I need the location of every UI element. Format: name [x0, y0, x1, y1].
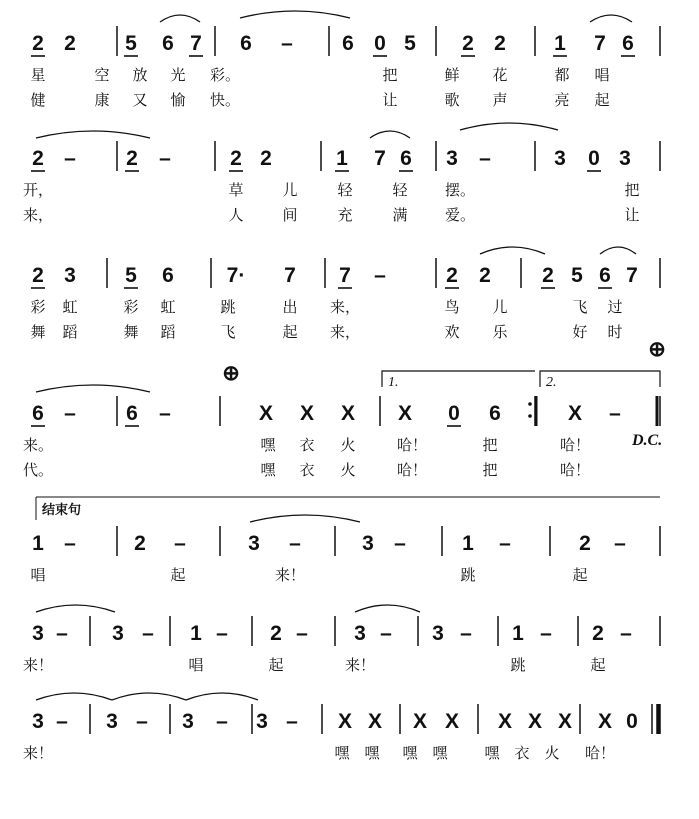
score-line-3: [30, 258, 660, 341]
note: 2: [64, 32, 76, 55]
note: –: [56, 622, 68, 645]
note: 2: [32, 264, 44, 287]
lyric-syllable: 起: [572, 566, 588, 584]
note: 2: [260, 147, 272, 170]
lyric-syllable: 健: [30, 91, 46, 109]
note: 6: [400, 147, 412, 170]
note: 1: [512, 622, 524, 645]
note: –: [394, 532, 406, 555]
note: 0: [626, 710, 638, 733]
score-line-7: [23, 704, 660, 762]
lyric-syllable: 草: [228, 181, 244, 199]
lyric-syllable: 哈！: [559, 461, 591, 479]
note: 6: [32, 402, 44, 425]
lyric-syllable: 跳: [220, 298, 236, 316]
note: –: [296, 622, 308, 645]
lyric-syllable: 舞: [30, 323, 46, 341]
note: –: [64, 532, 76, 555]
note: 3: [182, 710, 194, 733]
note: 5: [125, 264, 137, 287]
slur: [36, 605, 115, 612]
lyric-syllable: 火: [544, 744, 560, 762]
note: X: [299, 402, 315, 425]
lyric-syllable: 过: [607, 298, 623, 316]
lyric-syllable: 亮: [554, 91, 570, 109]
note: 3: [106, 710, 118, 733]
note: X: [258, 402, 274, 425]
slur: [240, 11, 350, 18]
lyric-syllable: 跳: [460, 566, 476, 584]
lyric-syllable: 彩: [30, 298, 46, 316]
lyric-syllable: 满: [392, 206, 408, 224]
note: 2: [446, 264, 458, 287]
lyric-syllable: 嘿: [484, 744, 500, 762]
lyric-syllable: 康: [94, 91, 110, 109]
slur: [186, 693, 258, 700]
note: 7: [374, 147, 386, 170]
coda-section-label: 结束句: [42, 503, 82, 518]
score-line-1: [30, 26, 660, 109]
lyric-syllable: 间: [282, 206, 298, 224]
note: –: [159, 147, 171, 170]
lyric-syllable: 火: [340, 461, 356, 479]
lyric-syllable: 欢: [444, 323, 460, 341]
note: X: [340, 402, 356, 425]
note: 3: [256, 710, 268, 733]
note: 6: [599, 264, 611, 287]
volta-1-label: 1.: [388, 375, 399, 390]
lyric-syllable: 飞: [572, 298, 588, 316]
note: 1: [336, 147, 348, 170]
note: 7·: [226, 264, 246, 287]
note: 2: [494, 32, 506, 55]
lyric-syllable: 衣: [514, 744, 530, 762]
lyric-syllable: 彩: [123, 298, 139, 316]
note: 2: [32, 32, 44, 55]
lyric-syllable: 让: [382, 91, 398, 109]
note: 3: [32, 622, 44, 645]
lyric-syllable: 把: [482, 436, 498, 454]
lyric-syllable: 轻: [392, 181, 408, 199]
note: –: [142, 622, 154, 645]
score-line-2: [23, 141, 660, 224]
note: –: [614, 532, 626, 555]
note: 3: [446, 147, 458, 170]
note: 2: [542, 264, 554, 287]
note: 2: [579, 532, 591, 555]
slur: [160, 15, 200, 22]
lyric-syllable: 光: [170, 66, 186, 84]
slur: [370, 131, 410, 138]
note: 3: [619, 147, 631, 170]
note: –: [216, 710, 228, 733]
lyric-syllable: 起: [268, 656, 284, 674]
lyric-syllable: 儿: [282, 181, 298, 199]
lyric-syllable: 来，: [329, 298, 361, 316]
lyric-syllable: 把: [482, 461, 498, 479]
lyric-syllable: 唱: [188, 656, 204, 674]
lyric-syllable: 放: [132, 66, 148, 84]
note: 2: [230, 147, 242, 170]
note: 3: [554, 147, 566, 170]
note: 7: [284, 264, 296, 287]
note: –: [56, 710, 68, 733]
note: –: [174, 532, 186, 555]
note: 7: [190, 32, 202, 55]
note: –: [540, 622, 552, 645]
note: 6: [342, 32, 354, 55]
lyric-syllable: 出: [282, 298, 298, 316]
note: 7: [339, 264, 351, 287]
note: –: [380, 622, 392, 645]
lyric-syllable: 声: [492, 91, 508, 109]
lyric-syllable: 唱: [594, 66, 610, 84]
note: –: [479, 147, 491, 170]
note: 3: [432, 622, 444, 645]
note: –: [64, 402, 76, 425]
note: X: [567, 402, 583, 425]
lyric-syllable: 嘿: [432, 744, 448, 762]
score-line-5: [30, 526, 660, 584]
lyric-syllable: 衣: [299, 436, 315, 454]
lyric-syllable: 哈！: [396, 436, 428, 454]
lyric-syllable: 哈！: [559, 436, 591, 454]
note: 0: [374, 32, 386, 55]
lyric-syllable: 跳: [510, 656, 526, 674]
slur: [460, 123, 558, 130]
lyric-syllable: 起: [282, 323, 298, 341]
note: 0: [588, 147, 600, 170]
note: 1: [32, 532, 44, 555]
note: 3: [112, 622, 124, 645]
lyric-syllable: 又: [132, 91, 148, 109]
lyric-syllable: 哈！: [584, 744, 616, 762]
lyric-syllable: 儿: [492, 298, 508, 316]
note: 6: [126, 402, 138, 425]
note: X: [337, 710, 353, 733]
lyric-syllable: 人: [228, 206, 244, 224]
note: 2: [134, 532, 146, 555]
lyric-syllable: 来，: [329, 323, 361, 341]
lyric-syllable: 空: [94, 66, 110, 84]
lyric-syllable: 来，: [22, 206, 54, 224]
note: 2: [592, 622, 604, 645]
lyric-syllable: 嘿: [260, 436, 276, 454]
slur: [36, 385, 150, 392]
coda-sign-icon: ⊕: [222, 362, 240, 385]
lyric-syllable: 嘿: [334, 744, 350, 762]
note: –: [460, 622, 472, 645]
lyric-syllable: 唱: [30, 566, 46, 584]
slur: [480, 247, 545, 254]
note: 1: [462, 532, 474, 555]
volta-2-label: 2.: [546, 375, 557, 390]
note: –: [620, 622, 632, 645]
note: 3: [362, 532, 374, 555]
note: X: [444, 710, 460, 733]
note: 6: [489, 402, 501, 425]
lyric-syllable: 充: [337, 206, 353, 224]
note: 6: [162, 264, 174, 287]
lyric-syllable: 轻: [337, 181, 353, 199]
slur: [36, 131, 150, 138]
lyric-syllable: 哈！: [396, 461, 428, 479]
lyric-syllable: 开，: [22, 181, 54, 199]
note: –: [374, 264, 386, 287]
note: –: [609, 402, 621, 425]
lyric-syllable: 爱。: [444, 206, 476, 224]
note: 3: [354, 622, 366, 645]
note: –: [159, 402, 171, 425]
note: X: [412, 710, 428, 733]
note: 7: [594, 32, 606, 55]
slur: [590, 15, 632, 22]
note: –: [64, 147, 76, 170]
note: 6: [622, 32, 634, 55]
lyric-syllable: 歌: [444, 91, 460, 109]
lyric-syllable: 来！: [274, 566, 306, 584]
lyric-syllable: 来！: [22, 656, 54, 674]
note: X: [367, 710, 383, 733]
lyric-syllable: 起: [590, 656, 606, 674]
lyric-syllable: 嘿: [364, 744, 380, 762]
lyric-syllable: 把: [624, 181, 640, 199]
note: –: [289, 532, 301, 555]
note: 2: [270, 622, 282, 645]
note: 5: [571, 264, 583, 287]
score-line-4: [22, 396, 663, 479]
lyric-syllable: 摆。: [444, 181, 476, 199]
note: 1: [190, 622, 202, 645]
note: 3: [32, 710, 44, 733]
lyric-syllable: 都: [554, 66, 570, 84]
lyric-syllable: 蹈: [160, 323, 176, 341]
dc-marking: D.C.: [632, 432, 663, 449]
lyric-syllable: 蹈: [62, 323, 78, 341]
lyric-syllable: 来！: [22, 744, 54, 762]
note: 5: [125, 32, 137, 55]
note: 2: [126, 147, 138, 170]
note: 6: [162, 32, 174, 55]
lyric-syllable: 虹: [160, 298, 176, 316]
lyric-syllable: 嘿: [402, 744, 418, 762]
lyric-syllable: 鲜: [444, 66, 460, 84]
lyric-syllable: 起: [594, 91, 610, 109]
lyric-syllable: 星: [30, 66, 46, 84]
note: X: [497, 710, 513, 733]
lyric-syllable: 让: [624, 206, 640, 224]
lyric-syllable: 舞: [123, 323, 139, 341]
note: 0: [448, 402, 460, 425]
slur: [250, 515, 360, 522]
volta-brackets: [382, 371, 660, 390]
lyric-syllable: 火: [340, 436, 356, 454]
note: –: [281, 32, 293, 55]
lyric-syllable: 好: [572, 323, 588, 341]
lyric-syllable: 起: [170, 566, 186, 584]
note: 1: [554, 32, 566, 55]
lyric-syllable: 乐: [492, 323, 508, 341]
lyric-syllable: 虹: [62, 298, 78, 316]
lyric-syllable: 来。: [22, 436, 54, 454]
slur: [600, 247, 636, 254]
lyric-syllable: 把: [382, 66, 398, 84]
note: –: [286, 710, 298, 733]
note: –: [499, 532, 511, 555]
note: 3: [64, 264, 76, 287]
lyric-syllable: 鸟: [444, 298, 460, 316]
lyric-syllable: 代。: [22, 461, 54, 479]
note: 7: [626, 264, 638, 287]
note: X: [597, 710, 613, 733]
lyric-syllable: 飞: [220, 323, 236, 341]
lyric-syllable: 快。: [209, 91, 241, 109]
lyric-syllable: 花: [492, 66, 508, 84]
score-line-6: [23, 616, 660, 674]
note: 6: [240, 32, 252, 55]
note: 5: [404, 32, 416, 55]
note: 3: [248, 532, 260, 555]
note: –: [136, 710, 148, 733]
lyric-syllable: 彩。: [209, 66, 241, 84]
slur: [355, 605, 420, 612]
slur: [36, 693, 112, 700]
note: X: [557, 710, 573, 733]
lyric-syllable: 嘿: [260, 461, 276, 479]
note: X: [397, 402, 413, 425]
note: –: [216, 622, 228, 645]
lyric-syllable: 衣: [299, 461, 315, 479]
note: 2: [479, 264, 491, 287]
note: 2: [32, 147, 44, 170]
slur: [112, 693, 186, 700]
lyric-syllable: 来！: [344, 656, 376, 674]
coda-sign-icon: ⊕: [648, 338, 666, 361]
lyric-syllable: 愉: [170, 91, 186, 109]
lyric-syllable: 时: [607, 323, 623, 341]
note: X: [527, 710, 543, 733]
note: 2: [462, 32, 474, 55]
